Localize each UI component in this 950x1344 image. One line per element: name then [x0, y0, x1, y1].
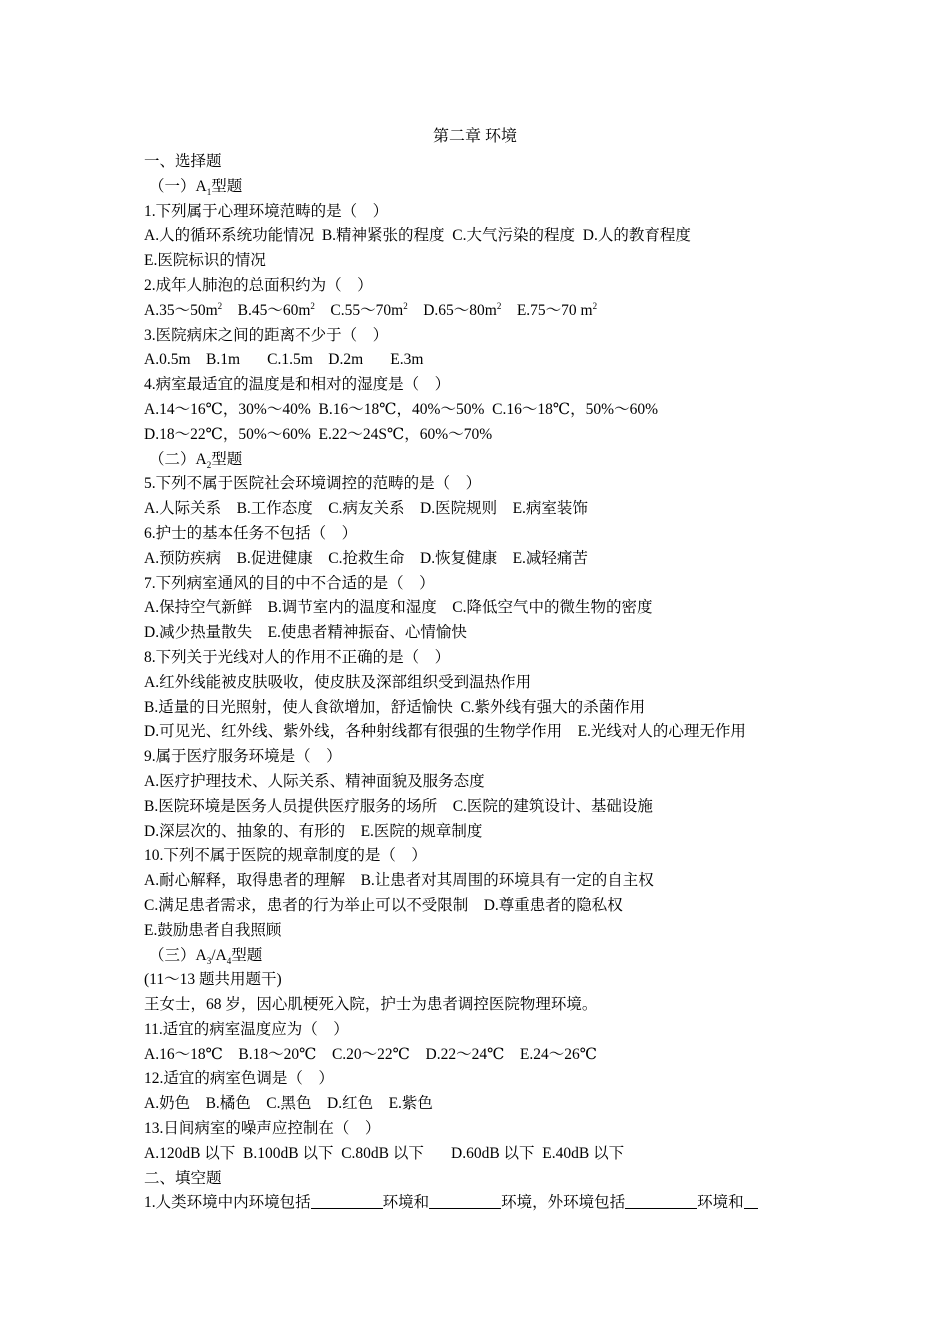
heading-part: （二）A [149, 450, 207, 468]
line-text: A.14～16℃，30%～40% B.16～18℃，40%～50% C.16～18℃，50%～60% [144, 400, 658, 418]
text-line [144, 820, 824, 845]
text-line [144, 993, 824, 1018]
text-line [144, 646, 824, 671]
line-text: 10.下列不属于医院的规章制度的是（ ） [144, 847, 427, 865]
fill-blank[interactable] [625, 1194, 697, 1209]
answer-option: B.45～60m [237, 301, 311, 319]
fill-blank[interactable] [311, 1194, 383, 1209]
text-line [144, 324, 824, 349]
text-line [144, 795, 824, 820]
text-line [144, 200, 824, 225]
line-text: A.医疗护理技术、人际关系、精神面貌及服务态度 [144, 772, 485, 790]
line-text: 5.下列不属于医院社会环境调控的范畴的是（ ） [144, 475, 482, 493]
section-subheading [144, 448, 824, 473]
section-subheading [144, 175, 824, 200]
line-text: C.满足患者需求，患者的行为举止可以不受限制 D.尊重患者的隐私权 [144, 896, 623, 914]
superscript: 2 [496, 300, 502, 311]
heading-part: 3 [206, 955, 212, 966]
heading-part: （三）A [149, 946, 207, 964]
text-line [144, 373, 824, 398]
fill-blank[interactable] [744, 1194, 758, 1209]
text-line [144, 621, 824, 646]
text-line [144, 1067, 824, 1092]
line-text: A.奶色 B.橘色 C.黑色 D.红色 E.紫色 [144, 1095, 433, 1113]
line-text: 9.属于医疗服务环境是（ ） [144, 748, 342, 766]
line-text: A.人的循环系统功能情况 B.精神紧张的程度 C.大气污染的程度 D.人的教育程度 [144, 227, 691, 245]
line-text: 7.下列病室通风的目的中不合适的是（ ） [144, 574, 435, 592]
fill-text: 环境和 [697, 1194, 744, 1212]
line-text: 二、填空题 [144, 1169, 222, 1187]
answer-option: C.55～70m [330, 301, 404, 319]
line-text: 13.日间病室的噪声应控制在（ ） [144, 1120, 381, 1138]
text-line [144, 671, 824, 696]
text-line [144, 869, 824, 894]
text-line [144, 720, 824, 745]
line-text: 8.下列关于光线对人的作用不正确的是（ ） [144, 648, 451, 666]
line-text: 6.护士的基本任务不包括（ ） [144, 524, 358, 542]
line-text: (11～13 题共用题干) [144, 971, 282, 989]
line-text: D.18～22℃，50%～60% E.22～24S℃，60%～70% [144, 425, 493, 443]
text-line [144, 522, 824, 547]
heading-part: 2 [206, 459, 212, 470]
line-text: B.医院环境是医务人员提供医疗服务的场所 C.医院的建筑设计、基础设施 [144, 797, 653, 815]
text-line [144, 696, 824, 721]
text-line [144, 596, 824, 621]
text-line [144, 572, 824, 597]
fill-blank[interactable] [429, 1194, 501, 1209]
line-text: B.适量的日光照射，使人食欲增加，舒适愉快 C.紫外线有强大的杀菌作用 [144, 698, 646, 716]
superscript: 2 [217, 300, 223, 311]
heading-part: （一）A [149, 177, 207, 195]
line-text: 11.适宜的病室温度应为（ ） [144, 1020, 349, 1038]
text-line [144, 1092, 824, 1117]
text-line [144, 547, 824, 572]
heading-part: 4 [226, 955, 232, 966]
line-text: D.可见光、红外线、紫外线，各种射线都有很强的生物学作用 E.光线对人的心理无作用 [144, 723, 746, 741]
heading-part: 型题 [211, 177, 243, 195]
text-line [144, 1142, 824, 1167]
section-subheading [144, 944, 824, 969]
text-line [144, 1117, 824, 1142]
text-line [144, 398, 824, 423]
text-line [144, 274, 824, 299]
fill-text: 环境和 [382, 1194, 430, 1212]
text-line [144, 745, 824, 770]
line-text: 王女士，68 岁，因心肌梗死入院，护士为患者调控医院物理环境。 [144, 996, 598, 1014]
text-line [144, 472, 824, 497]
text-line [144, 348, 824, 373]
answer-option: D.65～80m [423, 301, 497, 319]
text-line [144, 844, 824, 869]
answer-option: E.75～70 m [516, 301, 593, 319]
line-text: D.深层次的、抽象的、有形的 E.医院的规章制度 [144, 822, 483, 840]
line-text: 1.下列属于心理环境范畴的是（ ） [144, 202, 389, 220]
document-body [144, 150, 824, 1216]
line-text: E.鼓励患者自我照顾 [144, 921, 282, 939]
superscript: 2 [403, 300, 408, 311]
text-line [144, 224, 824, 249]
line-text: 2.成年人肺泡的总面积约为（ ） [144, 276, 373, 294]
line-text: A.耐心解释，取得患者的理解 B.让患者对其周围的环境具有一定的自主权 [144, 872, 654, 890]
heading-part: 型题 [211, 450, 243, 468]
line-text: A.保持空气新鲜 B.调节室内的温度和湿度 C.降低空气中的微生物的密度 [144, 599, 653, 617]
fill-text: 环境，外环境包括 [501, 1194, 626, 1212]
text-line [144, 1191, 824, 1216]
heading-part: /A [211, 946, 227, 964]
line-text: 一、选择题 [144, 153, 222, 170]
chapter-title: 第二章 环境 [432, 128, 517, 145]
text-line [144, 1167, 824, 1192]
superscript: 2 [592, 300, 598, 311]
line-text: A.人际关系 B.工作态度 C.病友关系 D.医院规则 E.病室装饰 [144, 500, 588, 518]
text-line [144, 968, 824, 993]
line-text: D.减少热量散失 E.使患者精神振奋、心情愉快 [144, 624, 467, 642]
line-text: A.0.5m B.1m C.1.5m D.2m E.3m [144, 351, 424, 369]
line-text: 12.适宜的病室色调是（ ） [144, 1070, 334, 1088]
text-line [144, 150, 824, 175]
heading-part: 型题 [231, 946, 263, 964]
heading-part: 1 [206, 186, 212, 197]
text-line [144, 1018, 824, 1043]
text-line [144, 894, 824, 919]
line-text: 4.病室最适宜的温度是和相对的湿度是（ ） [144, 376, 451, 394]
line-text: 3.医院病床之间的距离不少于（ ） [144, 326, 389, 344]
line-text: A.红外线能被皮肤吸收，使皮肤及深部组织受到温热作用 [144, 673, 532, 691]
line-text: A.预防疾病 B.促进健康 C.抢救生命 D.恢复健康 E.减轻痛苦 [144, 549, 588, 567]
text-line [144, 249, 824, 274]
text-line [144, 497, 824, 522]
line-text: A.120dB 以下 B.100dB 以下 C.80dB 以下 D.60dB 以下 E.40dB 以下 [144, 1144, 625, 1162]
text-line [144, 770, 824, 795]
superscript: 2 [310, 300, 315, 311]
fill-text: 1.人类环境中内环境包括 [144, 1194, 311, 1212]
text-line [144, 423, 824, 448]
text-line [144, 299, 824, 324]
text-line [144, 1043, 824, 1068]
text-line [144, 919, 824, 944]
line-text: A.16～18℃ B.18～20℃ C.20～22℃ D.22～24℃ E.24～26℃ [144, 1045, 598, 1063]
line-text: E.医院标识的情况 [144, 252, 266, 270]
answer-option: A.35～50m [144, 301, 218, 319]
